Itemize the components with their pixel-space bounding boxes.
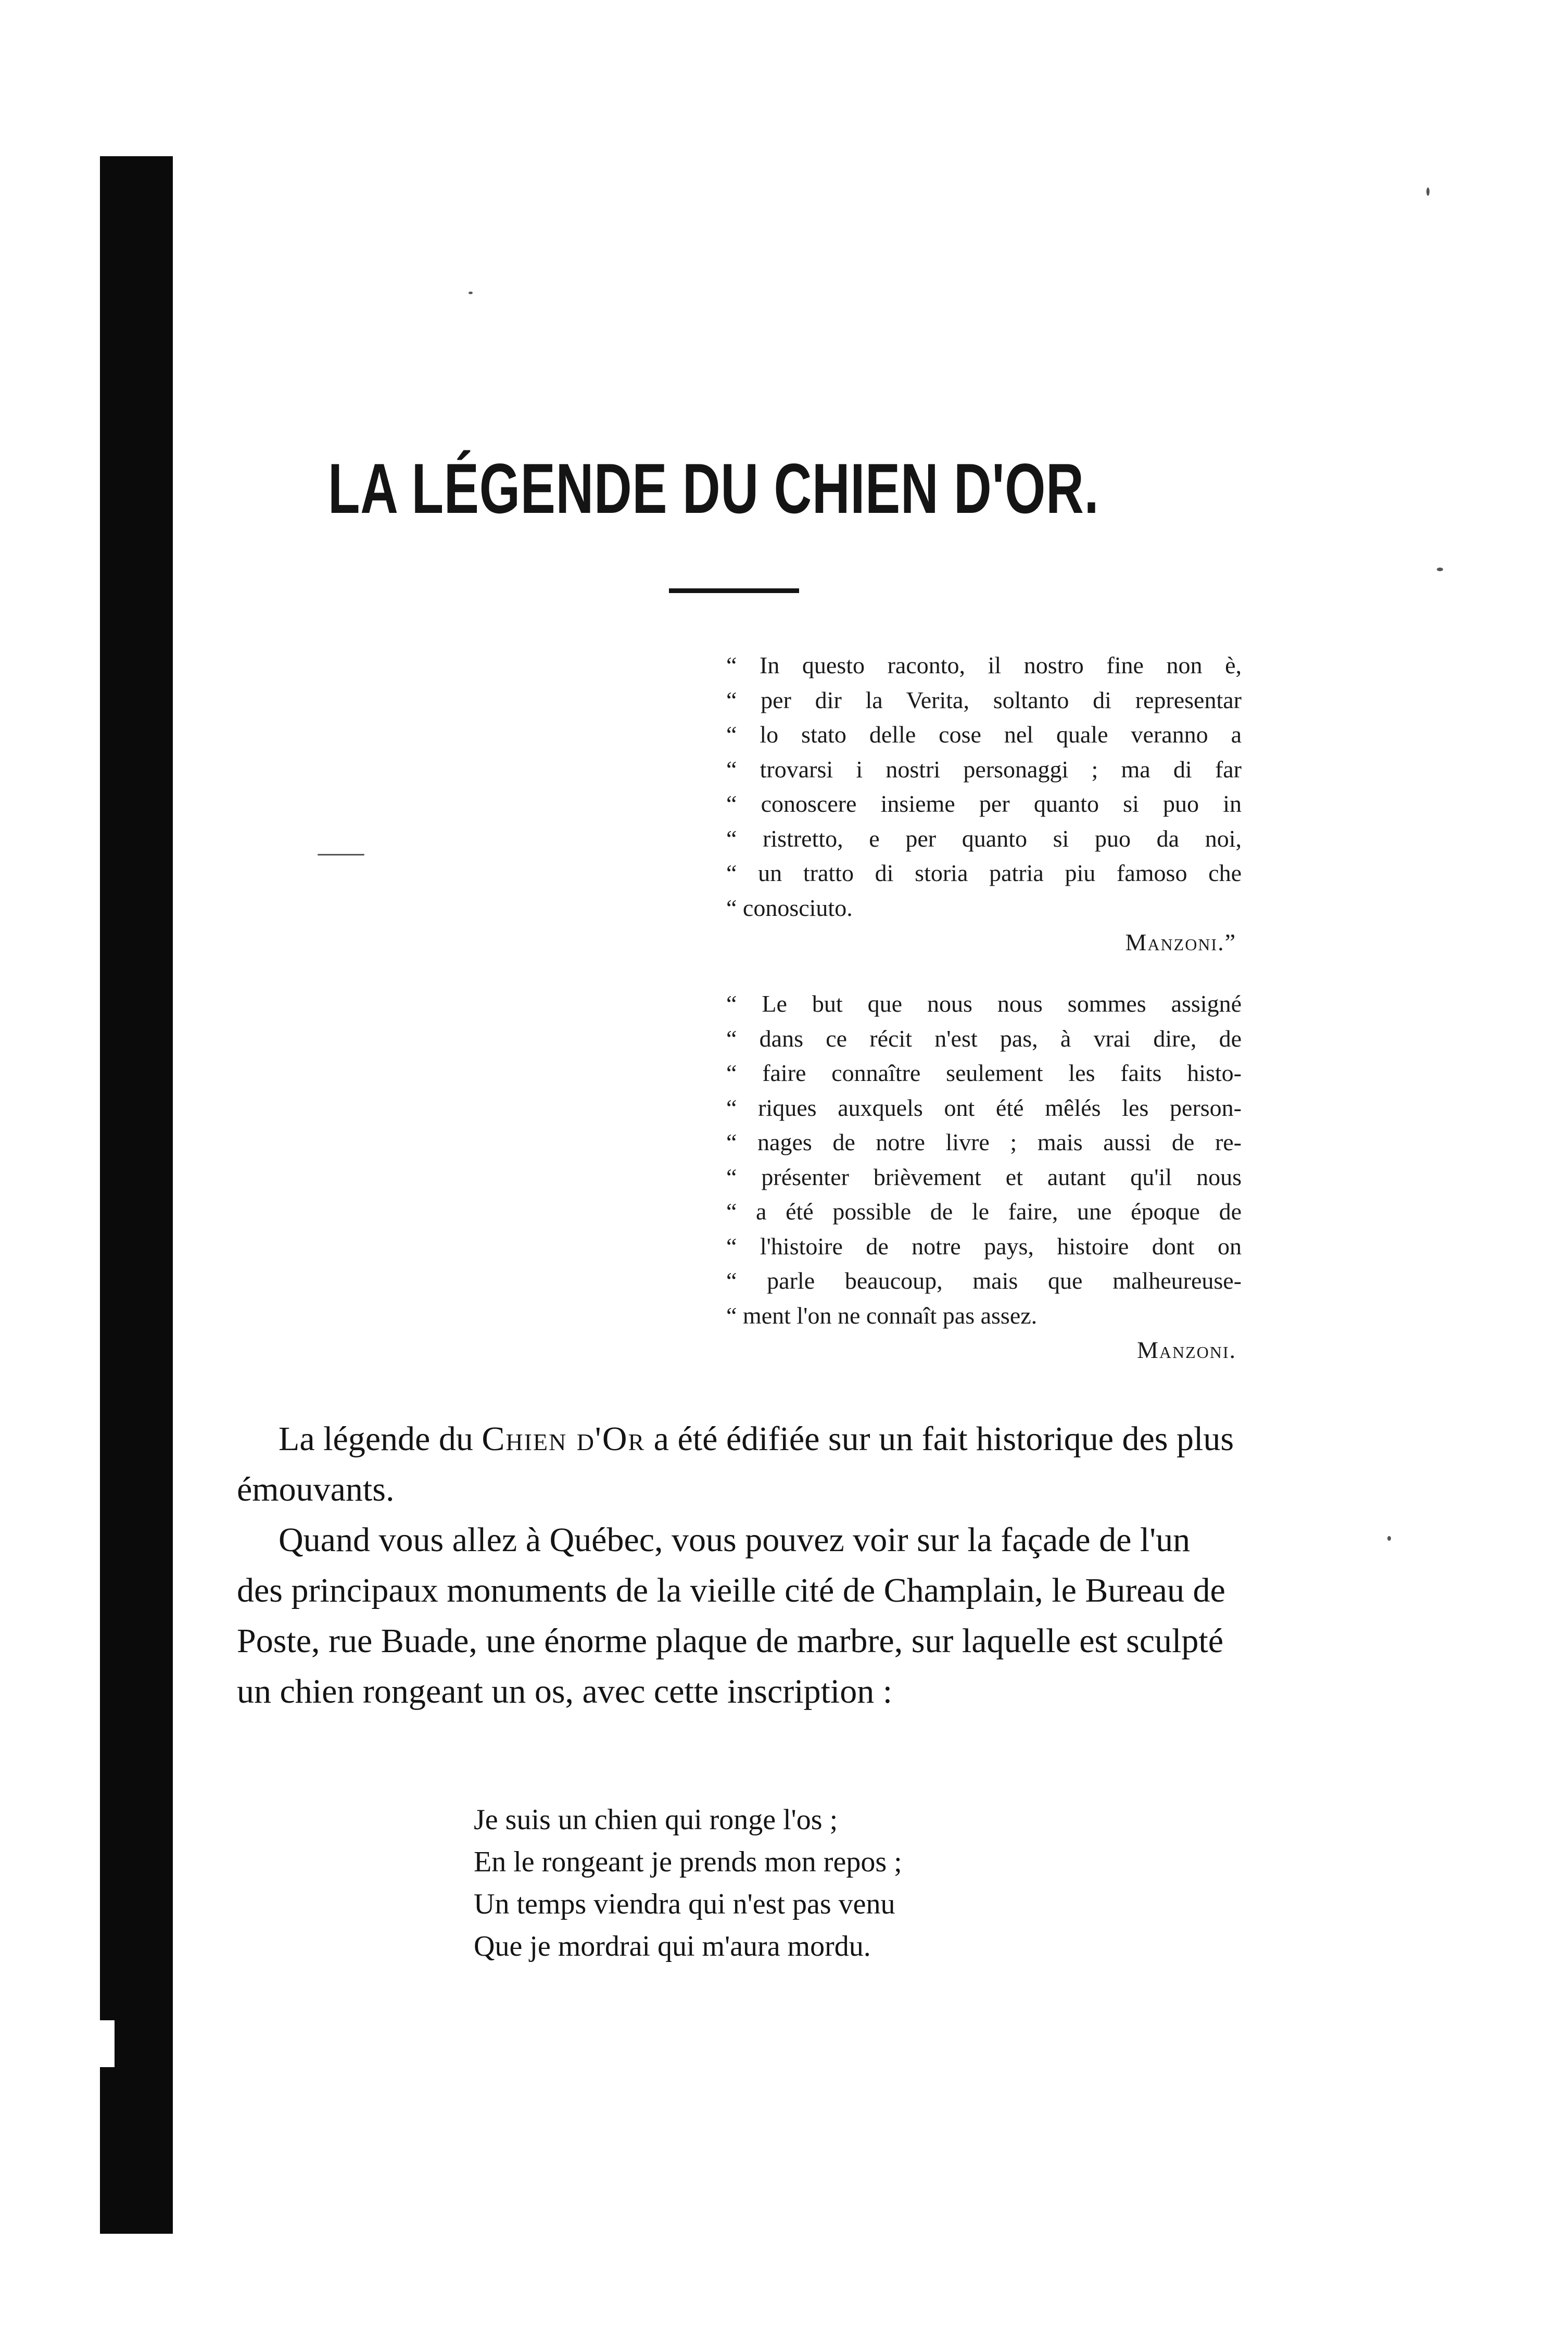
inscription-verse [474, 1799, 902, 1968]
italian-epigraph [726, 648, 1242, 960]
scan-speck [1437, 568, 1443, 571]
page-title: LA LÉGENDE DU CHIEN D'OR. [328, 449, 1099, 528]
scan-speck [1426, 187, 1430, 196]
binding-shadow [100, 156, 173, 2234]
body-paragraph [237, 1414, 1236, 1515]
verse-line: Je suis un chien qui ronge l'os ; [474, 1804, 838, 1836]
epigraph-line: “ parle beaucoup, mais que malheureuse- [726, 1267, 1242, 1294]
verse-line: Que je mordrai qui m'aura mordu. [474, 1930, 871, 1962]
body-smallcaps-run: Chien d'Or [482, 1420, 646, 1458]
scan-speck [469, 292, 473, 294]
binding-notch [94, 2020, 115, 2067]
epigraph-line: “ a été possible de le faire, une époque de [726, 1198, 1242, 1225]
epigraph-line: “ per dir la Verita, soltanto di representar [726, 686, 1242, 713]
epigraph-line: “ présenter brièvement et autant qu'il nous [726, 1163, 1242, 1190]
body-text-run: a été édifiée sur un fait historique des plus émouvants. [237, 1420, 1234, 1508]
epigraph-attribution: Manzoni. [1136, 1337, 1236, 1363]
epigraph-line: “ ristretto, e per quanto si puo da noi, [726, 825, 1242, 852]
epigraph-line: “ faire connaître seulement les faits histo- [726, 1060, 1242, 1086]
epigraph-line: “ ment l'on ne connaît pas assez. [726, 1302, 1038, 1329]
body-paragraph: Quand vous allez à Québec, vous pouvez voir sur la façade de l'un des principaux monuments de la vieille cité de Champlain, le Bureau de Poste, rue Buade, une énorme plaque de marbre, sur laquelle est sculpté un chien rongeant un os, avec cette inscription : [237, 1521, 1225, 1710]
scan-speck [318, 854, 364, 855]
epigraph-line: “ In questo raconto, il nostro fine non è, [726, 652, 1242, 678]
epigraph-line: “ conosciuto. [726, 894, 853, 921]
body-text [237, 1414, 1236, 1717]
epigraph-line: “ lo stato delle cose nel quale veranno a [726, 721, 1242, 748]
title-rule [669, 588, 799, 593]
verse-line: En le rongeant je prends mon repos ; [474, 1846, 902, 1878]
epigraph-line: “ conoscere insieme per quanto si puo in [726, 790, 1242, 817]
epigraph-attribution: Manzoni.” [1125, 929, 1236, 955]
scan-speck [1387, 1536, 1391, 1541]
epigraph-line: “ dans ce récit n'est pas, à vrai dire, de [726, 1025, 1242, 1052]
epigraph-line: “ Le but que nous nous sommes assigné [726, 990, 1242, 1017]
epigraph-line: “ un tratto di storia patria piu famoso che [726, 860, 1242, 886]
french-epigraph [726, 987, 1242, 1368]
epigraph-line: “ l'histoire de notre pays, histoire dont on [726, 1232, 1242, 1260]
epigraph-line: “ trovarsi i nostri personaggi ; ma di far [726, 756, 1242, 783]
epigraph-line: “ riques auxquels ont été mêlés les person- [726, 1094, 1242, 1121]
epigraph-line: “ nages de notre livre ; mais aussi de re- [726, 1129, 1242, 1155]
verse-line: Un temps viendra qui n'est pas venu [474, 1888, 895, 1920]
body-text-run: La légende du [279, 1420, 482, 1458]
